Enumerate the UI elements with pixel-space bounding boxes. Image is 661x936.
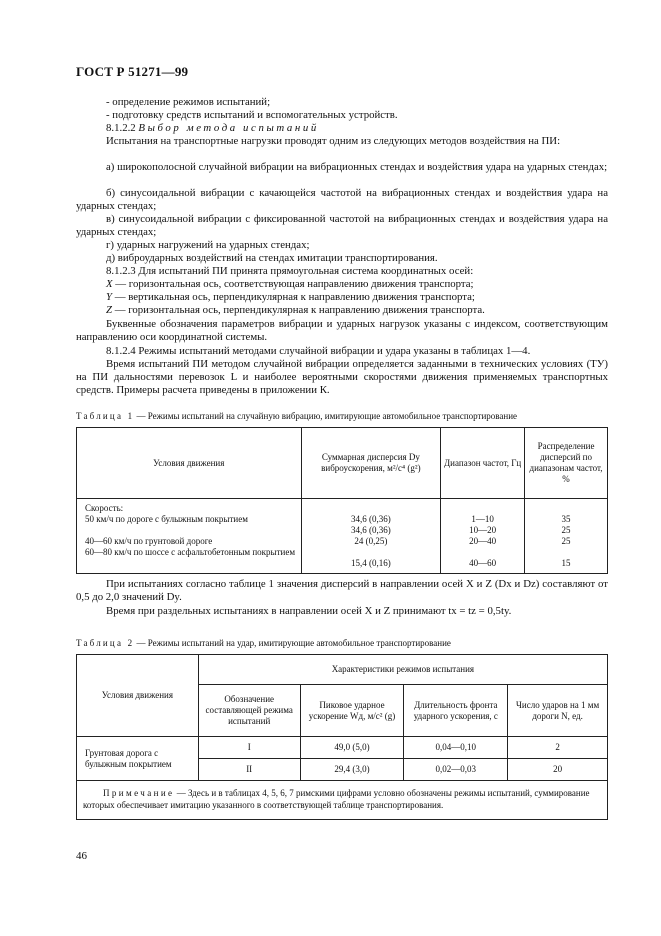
paragraph: При испытаниях согласно таблице 1 значения дисперсий в направлении осей X и Z (Dx и Dz) составляют от 0,5 до 2,0 значений Dy. bbox=[76, 578, 608, 604]
list-item: д) виброударных воздействий на стендах имитации транспортирования. bbox=[106, 252, 438, 264]
axis-definition-y bbox=[76, 291, 608, 304]
table-note bbox=[77, 781, 608, 820]
list-item: а) широкополосной случайной вибрации на вибрационных стендах и воздействия удара на ударных стендах; bbox=[106, 161, 608, 173]
table-row bbox=[77, 737, 608, 759]
duration-cell: 0,04—0,10 bbox=[404, 737, 508, 759]
paragraph: Время при раздельных испытаниях в направлении осей X и Z принимают tx = tz = 0,5ty. bbox=[106, 605, 512, 617]
paragraph: 8.1.2.3 Для испытаний ПИ принята прямоугольная система координатных осей: bbox=[106, 265, 474, 277]
condition-cell: Грунтовая дорога с булыжным покрытием bbox=[77, 737, 199, 781]
caption-text: — Режимы испытаний на удар, имитирующие автомобильное транспортирование bbox=[134, 638, 451, 648]
section-heading-8-1-2-2 bbox=[106, 122, 319, 135]
axis-letter: Z bbox=[106, 304, 113, 316]
axis-definition-z bbox=[76, 304, 608, 317]
cell-line: 25 bbox=[561, 525, 571, 535]
section-title: Выбор метода испытаний bbox=[138, 122, 319, 134]
paragraph: 8.1.2.4 Режимы испытаний методами случайной вибрации и удара указаны в таблицах 1—4. bbox=[106, 345, 531, 357]
caption-label: Таблица 1 bbox=[76, 411, 135, 421]
cell-line bbox=[302, 503, 441, 514]
paragraph: Время испытаний ПИ методом случайной вибрации определяется заданными в технических условиях (ТУ) на ПИ дальностями перевозок L и наиболее вероятными скоростями движения применяемых транспортных средств. Примеры расчета приведены в приложении К. bbox=[76, 358, 608, 397]
list-item: - определение режимов испытаний; bbox=[106, 96, 271, 108]
cell-line: 25 bbox=[561, 536, 571, 546]
caption-label: Таблица 2 bbox=[76, 638, 135, 648]
axis-definition-x bbox=[76, 278, 608, 291]
header-cell: Суммарная дисперсия Dy виброускорения, м²/с⁴ (g²) bbox=[301, 428, 441, 499]
cell-line bbox=[83, 525, 301, 536]
cell-line bbox=[525, 547, 607, 558]
cell-line: 34,6 (0,36) bbox=[350, 514, 391, 524]
cell-line: 40—60 км/ч по грунтовой дороге bbox=[85, 536, 213, 546]
duration-cell: 0,02—0,03 bbox=[404, 759, 508, 781]
frequency-cell bbox=[441, 499, 525, 574]
axis-letter: X bbox=[106, 278, 113, 290]
section-number: 8.1.2.2 bbox=[106, 122, 136, 134]
cell-line: 20—40 bbox=[469, 536, 497, 546]
header-cell: Пиковое ударное ускорение Wд, м/с² (g) bbox=[300, 685, 404, 737]
cell-line: 40—60 bbox=[469, 558, 497, 568]
accel-cell: 29,4 (3,0) bbox=[300, 759, 404, 781]
note-text: — Здесь и в таблицах 4, 5, 6, 7 римскими цифрами условно обозначены режимы испытаний, суммирование которых обеспечивает имитацию указанного в соответствующей таблице транспортирования. bbox=[83, 788, 590, 810]
list-item: г) ударных нагружений на ударных стендах; bbox=[106, 239, 310, 251]
note-label: Примечание bbox=[103, 788, 175, 798]
table-header-row bbox=[77, 655, 608, 685]
list-item: б) синусоидальной вибрации с качающейся частотой на вибрационных стендах и воздействия удара на ударных стендах; bbox=[76, 187, 608, 213]
header-cell: Распределение дисперсий по диапазонам частот, % bbox=[525, 428, 608, 499]
table2-caption bbox=[76, 638, 451, 648]
table2 bbox=[76, 654, 608, 820]
axis-text: — вертикальная ось, перпендикулярная к направлению движения транспорта; bbox=[112, 291, 475, 303]
header-cell: Диапазон частот, Гц bbox=[441, 428, 525, 499]
cell-line: 35 bbox=[561, 514, 571, 524]
table-note-row bbox=[77, 781, 608, 820]
cell-line: 34,6 (0,36) bbox=[350, 525, 391, 535]
table-row bbox=[77, 499, 608, 574]
table-header-row bbox=[77, 428, 608, 499]
page-number: 46 bbox=[76, 850, 87, 862]
mode-cell: II bbox=[198, 759, 300, 781]
header-cell: Число ударов на 1 мм дороги N, ед. bbox=[508, 685, 608, 737]
cell-line: 10—20 bbox=[469, 525, 497, 535]
paragraph: Буквенные обозначения параметров вибрации и ударных нагрузок указаны с индексом, соответствующим направлению оси координатной системы. bbox=[76, 318, 608, 344]
cell-line: 15 bbox=[561, 558, 571, 568]
list-item: - подготовку средств испытаний и вспомогательных устройств. bbox=[106, 109, 398, 121]
caption-text: — Режимы испытаний на случайную вибрацию, имитирующие автомобильное транспортирование bbox=[134, 411, 518, 421]
axis-letter: Y bbox=[106, 291, 113, 303]
distribution-cell bbox=[525, 499, 608, 574]
paragraph: Испытания на транспортные нагрузки проводят одним из следующих методов воздействия на ПИ: bbox=[106, 135, 561, 147]
cell-line: Скорость: bbox=[85, 503, 124, 513]
table1 bbox=[76, 427, 608, 574]
cell-line: 1—10 bbox=[471, 514, 494, 524]
cell-line: 60—80 км/ч по шоссе с асфальтобетонным покрытием bbox=[85, 547, 296, 557]
list-item: в) синусоидальной вибрации с фиксированной частотой на вибрационных стендах и воздействия удара на ударных стендах; bbox=[76, 213, 608, 239]
document-header: ГОСТ Р 51271—99 bbox=[76, 64, 189, 79]
cell-line bbox=[441, 503, 524, 514]
cell-line: 50 км/ч по дороге с булыжным покрытием bbox=[85, 514, 248, 524]
count-cell: 20 bbox=[508, 759, 608, 781]
cell-line bbox=[441, 547, 524, 558]
count-cell: 2 bbox=[508, 737, 608, 759]
axis-text: — горизонтальная ось, соответствующая направлению движения транспорта; bbox=[112, 278, 474, 290]
cell-line: 15,4 (0,16) bbox=[350, 558, 391, 568]
accel-cell: 49,0 (5,0) bbox=[300, 737, 404, 759]
dispersion-cell bbox=[301, 499, 441, 574]
mode-cell: I bbox=[198, 737, 300, 759]
header-group-cell: Характеристики режимов испытания bbox=[198, 655, 607, 685]
axis-text: — горизонтальная ось, перпендикулярная к направлению движения транспорта. bbox=[112, 304, 485, 316]
header-cell: Условия движения bbox=[77, 655, 199, 737]
header-cell: Условия движения bbox=[77, 428, 302, 499]
header-cell: Обозначение составляющей режима испытаний bbox=[198, 685, 300, 737]
cell-line: 24 (0,25) bbox=[354, 536, 388, 546]
cell-line bbox=[302, 547, 441, 558]
cell-line bbox=[525, 503, 607, 514]
header-cell: Длительность фронта ударного ускорения, с bbox=[404, 685, 508, 737]
conditions-cell bbox=[77, 499, 302, 574]
table1-caption bbox=[76, 411, 517, 421]
